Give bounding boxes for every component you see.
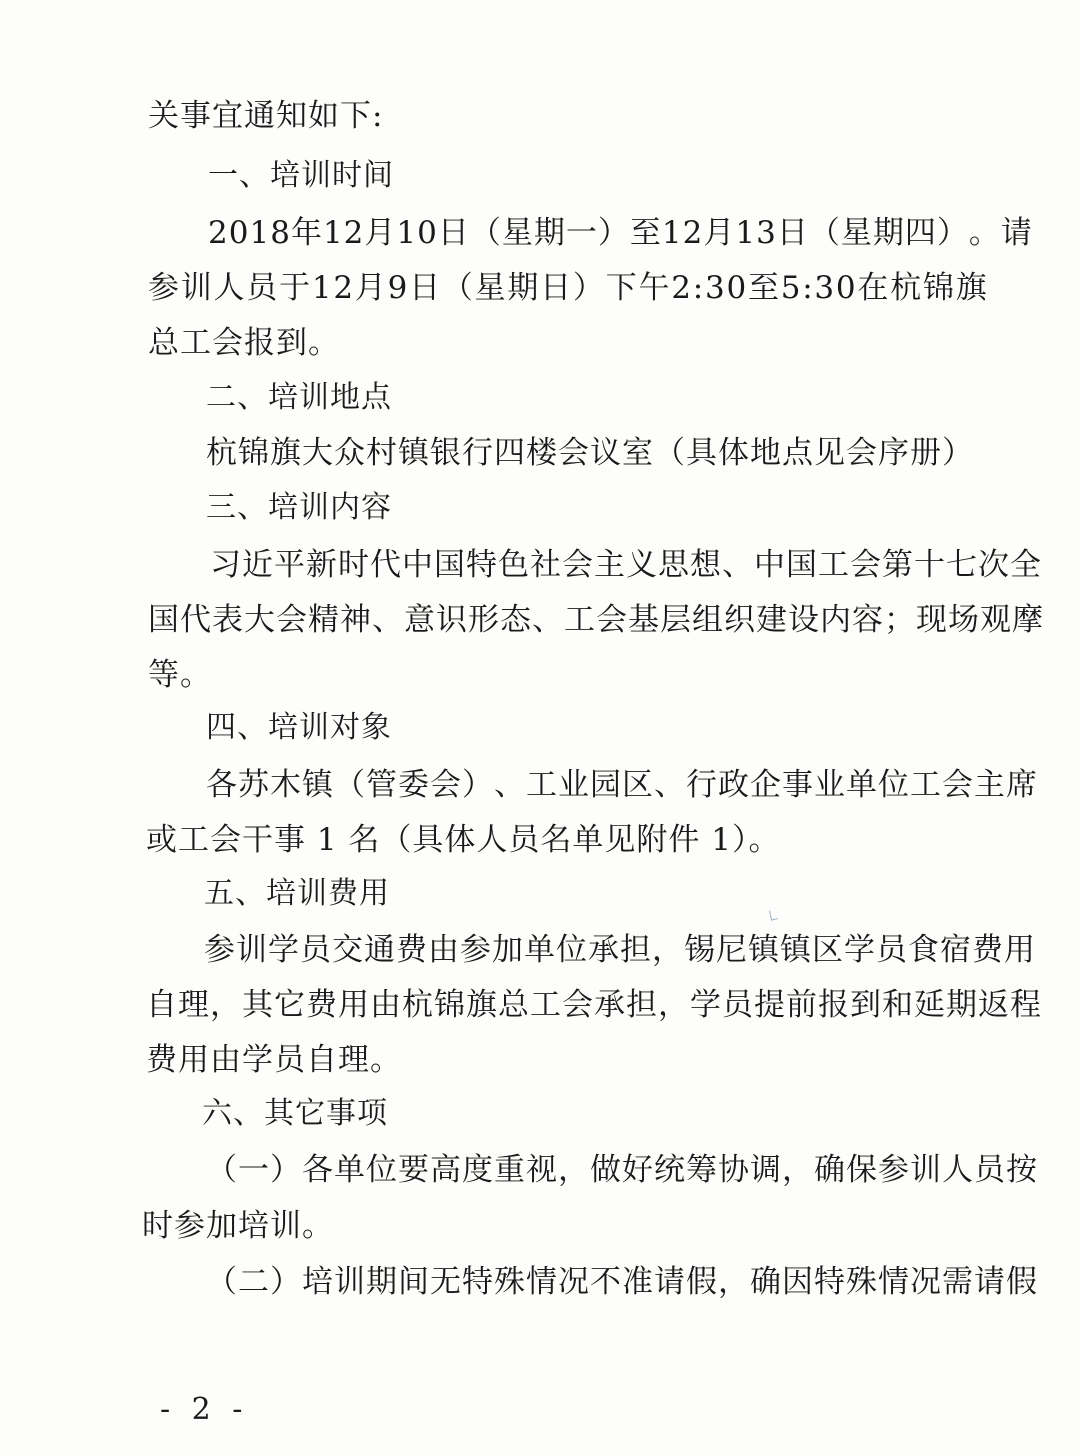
glyph: 各 — [206, 767, 238, 803]
glyph: 无 — [430, 1264, 462, 1300]
glyph: 、 — [654, 767, 686, 803]
glyph: 到 — [850, 987, 882, 1023]
glyph: 8 — [270, 215, 291, 251]
glyph: 1 — [322, 215, 344, 251]
glyph: 因 — [782, 1264, 814, 1300]
glyph: 学 — [844, 932, 876, 968]
glyph: 建 — [756, 602, 788, 638]
glyph: 各 — [302, 1152, 334, 1188]
glyph: 准 — [622, 1264, 654, 1300]
section-heading-content: 三、培训内容 — [206, 490, 392, 525]
glyph: ， — [210, 987, 242, 1023]
glyph: 木 — [270, 767, 302, 803]
glyph: 习 — [210, 547, 242, 583]
glyph: 层 — [660, 602, 692, 638]
paragraph-line — [210, 545, 1042, 585]
glyph: 旗 — [466, 987, 498, 1023]
glyph: 训 — [334, 1264, 366, 1300]
glyph: 、 — [372, 602, 404, 638]
glyph: 日 — [437, 215, 470, 251]
glyph: 大 — [244, 602, 276, 638]
glyph: 尼 — [716, 932, 748, 968]
glyph: 做 — [590, 1152, 622, 1188]
glyph: 午 — [638, 270, 671, 306]
glyph: 会 — [942, 767, 974, 803]
glyph: 中 — [402, 547, 434, 583]
glyph: 二 — [238, 1264, 270, 1300]
glyph: 星 — [474, 270, 507, 306]
section-heading-target: 四、培训对象 — [206, 710, 392, 745]
glyph: 在 — [857, 270, 890, 306]
glyph: 0 — [228, 215, 250, 251]
glyph: 摩 — [1012, 602, 1044, 638]
glyph: 由 — [370, 987, 402, 1023]
glyph: 参 — [878, 1152, 910, 1188]
glyph: 全 — [1010, 547, 1042, 583]
glyph: 特 — [462, 1264, 494, 1300]
glyph: 参 — [148, 270, 180, 306]
glyph: 员 — [722, 987, 754, 1023]
glyph: 时 — [338, 547, 370, 583]
glyph: 承 — [594, 987, 626, 1023]
glyph: ） — [597, 215, 630, 251]
paragraph-line — [148, 600, 1044, 640]
glyph: 锦 — [922, 270, 955, 306]
glyph: 织 — [724, 602, 756, 638]
glyph: 旗 — [955, 270, 988, 306]
glyph: 社 — [530, 547, 562, 583]
glyph: 5 — [780, 270, 802, 306]
glyph: 交 — [332, 932, 364, 968]
glyph: 假 — [1006, 1264, 1038, 1300]
glyph: 食 — [908, 932, 940, 968]
glyph: 期 — [533, 215, 566, 251]
glyph: 表 — [212, 602, 244, 638]
glyph: 高 — [430, 1152, 462, 1188]
glyph: 情 — [526, 1264, 558, 1300]
glyph: 星 — [840, 215, 873, 251]
glyph: 神 — [340, 602, 372, 638]
glyph: 委 — [398, 767, 430, 803]
glyph: 基 — [628, 602, 660, 638]
glyph: 期 — [366, 1264, 398, 1300]
glyph: 需 — [942, 1264, 974, 1300]
glyph: 由 — [428, 932, 460, 968]
glyph: 至 — [747, 270, 780, 306]
glyph: （ — [469, 215, 502, 251]
glyph: 新 — [306, 547, 338, 583]
paragraph-line — [148, 268, 988, 308]
glyph: ， — [718, 1264, 750, 1300]
glyph: 组 — [692, 602, 724, 638]
glyph: 1 — [396, 215, 418, 251]
glyph: 不 — [590, 1264, 622, 1300]
paragraph-line — [206, 765, 1038, 805]
glyph: 费 — [972, 932, 1004, 968]
glyph: ， — [782, 1152, 814, 1188]
glyph: 杭 — [402, 987, 434, 1023]
glyph: 2 — [671, 270, 692, 306]
glyph: 、 — [532, 602, 564, 638]
paragraph-line: 等。 — [148, 657, 212, 693]
glyph: ） — [462, 767, 494, 803]
glyph: 业 — [558, 767, 590, 803]
glyph: 保 — [846, 1152, 878, 1188]
glyph: 训 — [180, 270, 213, 306]
glyph: 位 — [878, 767, 910, 803]
glyph: 单 — [524, 932, 556, 968]
glyph: 总 — [498, 987, 530, 1023]
glyph: 训 — [910, 1152, 942, 1188]
glyph: ） — [270, 1152, 302, 1188]
glyph: 员 — [974, 1152, 1006, 1188]
glyph: 次 — [978, 547, 1010, 583]
glyph: 七 — [946, 547, 978, 583]
glyph: 3 — [704, 270, 726, 306]
glyph: 假 — [686, 1264, 718, 1300]
glyph: 期 — [507, 270, 540, 306]
glyph: 况 — [910, 1264, 942, 1300]
glyph: 管 — [366, 767, 398, 803]
glyph: 9 — [387, 270, 409, 306]
glyph: 情 — [878, 1264, 910, 1300]
glyph: 工 — [564, 602, 596, 638]
glyph: 政 — [718, 767, 750, 803]
glyph: 殊 — [846, 1264, 878, 1300]
glyph: 统 — [654, 1152, 686, 1188]
glyph: 国 — [434, 547, 466, 583]
glyph: 一 — [238, 1152, 270, 1188]
paragraph-line: 或工会干事 1 名（具体人员名单见附件 1）。 — [146, 822, 781, 858]
glyph: 会 — [850, 547, 882, 583]
glyph: 训 — [236, 932, 268, 968]
section-heading-time: 一、培训时间 — [208, 158, 394, 193]
glyph: ； — [884, 602, 916, 638]
glyph: 加 — [492, 932, 524, 968]
glyph: 区 — [812, 932, 844, 968]
glyph: 锡 — [684, 932, 716, 968]
glyph: 意 — [404, 602, 436, 638]
paragraph-line: 时参加培训。 — [142, 1208, 334, 1244]
glyph: 间 — [398, 1264, 430, 1300]
glyph: 报 — [818, 987, 850, 1023]
glyph: 业 — [814, 767, 846, 803]
glyph: 担 — [620, 932, 652, 968]
paragraph-line — [146, 985, 1042, 1025]
intro-line: 关事宜通知如下: — [148, 98, 384, 134]
glyph: ） — [936, 215, 969, 251]
paragraph-line: 总工会报到。 — [148, 325, 340, 361]
glyph: 思 — [658, 547, 690, 583]
glyph: 员 — [876, 932, 908, 968]
glyph: 月 — [364, 215, 397, 251]
glyph: （ — [206, 1264, 238, 1300]
paragraph-line — [206, 1262, 1038, 1302]
glyph: 位 — [556, 932, 588, 968]
glyph: 代 — [370, 547, 402, 583]
glyph: 费 — [396, 932, 428, 968]
glyph: 员 — [300, 932, 332, 968]
glyph: 国 — [786, 547, 818, 583]
glyph: : — [802, 270, 814, 306]
glyph: 容 — [852, 602, 884, 638]
glyph: 按 — [1006, 1152, 1038, 1188]
paragraph-line — [204, 930, 1036, 970]
glyph: : — [692, 270, 705, 306]
glyph: 杭 — [890, 270, 923, 306]
glyph: （ — [206, 1152, 238, 1188]
glyph: 特 — [466, 547, 498, 583]
glyph: 1 — [661, 215, 683, 251]
glyph: 2 — [682, 215, 704, 251]
glyph: 2 — [208, 215, 229, 251]
glyph: 代 — [180, 602, 212, 638]
glyph: （ — [441, 270, 474, 306]
glyph: 工 — [526, 767, 558, 803]
glyph: 用 — [1004, 932, 1036, 968]
glyph: 期 — [872, 215, 905, 251]
glyph: 主 — [594, 547, 626, 583]
glyph: 0 — [835, 270, 857, 306]
glyph: 工 — [818, 547, 850, 583]
glyph: ， — [658, 987, 690, 1023]
glyph: 义 — [626, 547, 658, 583]
paragraph-line: 费用由学员自理。 — [146, 1042, 402, 1078]
glyph: 担 — [626, 987, 658, 1023]
glyph: 人 — [942, 1152, 974, 1188]
glyph: 1 — [311, 270, 333, 306]
glyph: 、 — [494, 767, 526, 803]
glyph: 2 — [343, 215, 365, 251]
glyph: 理 — [178, 987, 210, 1023]
glyph: 年 — [290, 215, 323, 251]
glyph: 请 — [654, 1264, 686, 1300]
glyph: 事 — [782, 767, 814, 803]
glyph: 学 — [690, 987, 722, 1023]
glyph: 平 — [274, 547, 306, 583]
glyph: 工 — [530, 987, 562, 1023]
glyph: 3 — [814, 270, 836, 306]
glyph: 想 — [690, 547, 722, 583]
glyph: 镇 — [302, 767, 334, 803]
paragraph-line — [208, 213, 1033, 253]
glyph: 四 — [904, 215, 937, 251]
page-number: - 2 - — [160, 1392, 249, 1427]
glyph: 调 — [750, 1152, 782, 1188]
section-heading-fees: 五、培训费用 — [204, 876, 390, 911]
glyph: 3 — [756, 215, 777, 251]
glyph: 镇 — [748, 932, 780, 968]
glyph: 于 — [279, 270, 312, 306]
glyph: 会 — [596, 602, 628, 638]
glyph: 特 — [814, 1264, 846, 1300]
glyph: 精 — [308, 602, 340, 638]
glyph: 其 — [242, 987, 274, 1023]
glyph: 企 — [750, 767, 782, 803]
glyph: 至 — [629, 215, 662, 251]
glyph: 会 — [430, 767, 462, 803]
glyph: 第 — [882, 547, 914, 583]
glyph: 前 — [786, 987, 818, 1023]
glyph: 位 — [366, 1152, 398, 1188]
glyph: 下 — [605, 270, 638, 306]
glyph: 锦 — [434, 987, 466, 1023]
glyph: 苏 — [238, 767, 270, 803]
glyph: 确 — [814, 1152, 846, 1188]
glyph: 日 — [776, 215, 809, 251]
glyph: 主 — [974, 767, 1006, 803]
glyph: 培 — [302, 1264, 334, 1300]
glyph: 提 — [754, 987, 786, 1023]
glyph: 中 — [754, 547, 786, 583]
glyph: 园 — [590, 767, 622, 803]
glyph: 延 — [914, 987, 946, 1023]
glyph: 期 — [946, 987, 978, 1023]
glyph: 宿 — [940, 932, 972, 968]
glyph: 国 — [148, 602, 180, 638]
glyph: 月 — [354, 270, 387, 306]
glyph: 现 — [916, 602, 948, 638]
glyph: 会 — [276, 602, 308, 638]
paragraph-line — [206, 1150, 1038, 1190]
glyph: 承 — [588, 932, 620, 968]
glyph: 行 — [686, 767, 718, 803]
glyph: 一 — [565, 215, 598, 251]
glyph: 镇 — [780, 932, 812, 968]
glyph: 2 — [333, 270, 355, 306]
glyph: 度 — [462, 1152, 494, 1188]
glyph: 0 — [726, 270, 748, 306]
glyph: 请 — [974, 1264, 1006, 1300]
paragraph-line: 杭锦旗大众村镇银行四楼会议室（具体地点见会序册） — [206, 435, 974, 471]
glyph: （ — [334, 767, 366, 803]
glyph: 用 — [338, 987, 370, 1023]
glyph: ） — [572, 270, 605, 306]
glyph: 好 — [622, 1152, 654, 1188]
glyph: 重 — [494, 1152, 526, 1188]
glyph: 席 — [1006, 767, 1038, 803]
glyph: 色 — [498, 547, 530, 583]
glyph: 单 — [846, 767, 878, 803]
glyph: 会 — [562, 987, 594, 1023]
glyph: 星 — [501, 215, 534, 251]
glyph: 场 — [948, 602, 980, 638]
glyph: 1 — [735, 215, 757, 251]
glyph: 近 — [242, 547, 274, 583]
glyph: 自 — [146, 987, 178, 1023]
glyph: 程 — [1010, 987, 1042, 1023]
glyph: 月 — [703, 215, 736, 251]
glyph: 员 — [246, 270, 279, 306]
glyph: 况 — [558, 1264, 590, 1300]
section-heading-other: 六、其它事项 — [202, 1096, 388, 1131]
glyph: 会 — [562, 547, 594, 583]
glyph: 1 — [249, 215, 271, 251]
glyph: ， — [652, 932, 684, 968]
glyph: 要 — [398, 1152, 430, 1188]
glyph: 和 — [882, 987, 914, 1023]
glyph: 十 — [914, 547, 946, 583]
glyph: 通 — [364, 932, 396, 968]
glyph: 单 — [334, 1152, 366, 1188]
glyph: 它 — [274, 987, 306, 1023]
glyph: （ — [808, 215, 841, 251]
glyph: 。 — [968, 215, 1001, 251]
glyph: 参 — [204, 932, 236, 968]
glyph: 殊 — [494, 1264, 526, 1300]
glyph: ） — [270, 1264, 302, 1300]
glyph: 、 — [722, 547, 754, 583]
glyph: 确 — [750, 1264, 782, 1300]
glyph: 内 — [820, 602, 852, 638]
glyph: 人 — [213, 270, 246, 306]
glyph: 区 — [622, 767, 654, 803]
glyph: 学 — [268, 932, 300, 968]
glyph: 观 — [980, 602, 1012, 638]
glyph: 参 — [460, 932, 492, 968]
glyph: 日 — [540, 270, 573, 306]
glyph: 返 — [978, 987, 1010, 1023]
glyph: 态 — [500, 602, 532, 638]
scan-speck — [769, 909, 778, 920]
glyph: 工 — [910, 767, 942, 803]
glyph: 协 — [718, 1152, 750, 1188]
glyph: 识 — [436, 602, 468, 638]
glyph: 日 — [409, 270, 442, 306]
section-heading-location: 二、培训地点 — [206, 380, 392, 415]
glyph: ， — [558, 1152, 590, 1188]
glyph: 0 — [417, 215, 438, 251]
glyph: 形 — [468, 602, 500, 638]
glyph: 设 — [788, 602, 820, 638]
glyph: 请 — [1000, 215, 1033, 251]
glyph: 费 — [306, 987, 338, 1023]
glyph: 筹 — [686, 1152, 718, 1188]
glyph: 视 — [526, 1152, 558, 1188]
